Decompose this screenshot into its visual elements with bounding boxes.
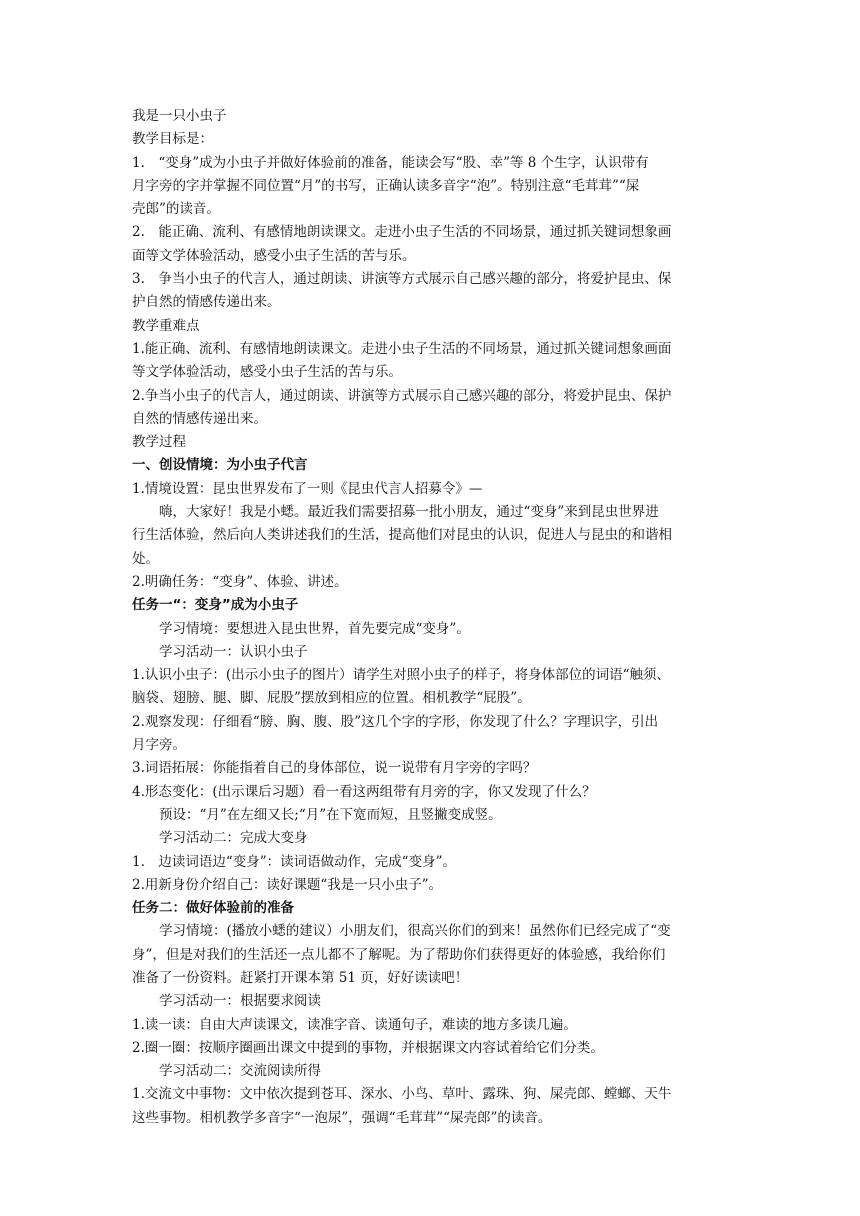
focus-line: 1.能正确、流利、有感情地朗读课文。走进小虫子生活的不同场景，通过抓关键词想象画面 [132,340,672,357]
document-title: 我是一只小虫子 [132,108,227,124]
goals-heading: 教学目标是： [132,131,213,148]
focus-line: 自然的情感传递出来。 [132,410,267,427]
task1-line: 预设：“月”在左细又长;“月”在下宽而短，且竖撇变成竖。 [159,806,502,823]
section1-line: 1.情境设置：昆虫世界发布了一则《昆虫代言人招募令》— [132,480,483,497]
goal-line: 壳郎”的读音。 [132,201,220,218]
task2-line: 学习情境：(播放小蟋的建议）小朋友们，很高兴你们的到来！虽然你们已经完成了“变 [159,923,671,940]
focus-line: 2.争当小虫子的代言人，通过朗读、讲演等方式展示自己感兴趣的部分，将爱护昆虫、保护 [132,387,672,404]
task2-line: 身”，但是对我们的生活还一点儿都不了解呢。为了帮助你们获得更好的体验感，我给你们 [132,946,666,963]
task2-activity1: 学习活动一：根据要求阅读 [159,993,321,1010]
section1-line: 2.明确任务：“变身”、体验、讲述。 [132,573,348,590]
focus-line: 等文学体验活动，感受小虫子生活的苦与乐。 [132,364,402,381]
task1-line: 4.形态变化：(出示课后习题）看一看这两组带有月旁的字，你又发现了什么？ [132,783,596,800]
focus-heading: 教学重难点 [132,317,200,334]
section1-line: 行生活体验，然后向人类讲述我们的生活，提高他们对昆虫的认识，促进人与昆虫的和谐相 [132,527,672,544]
task2-line: 1.读一读：自由大声读课文，读准字音、读通句子，难读的地方多读几遍。 [132,1016,577,1033]
task2-activity2: 学习活动二：交流阅读所得 [159,1063,321,1080]
task1-activity1: 学习活动一：认识小虫子 [159,643,308,660]
task1-heading: 任务一“：变身”成为小虫子 [132,597,299,614]
goal-line: 3. 争当小虫子的代言人，通过朗读、讲演等方式展示自己感兴趣的部分，将爱护昆虫、保 [132,271,672,288]
section1-line: 处。 [132,550,159,567]
task1-activity2: 学习活动二：完成大变身 [159,830,308,847]
task2-line: 2.圈一圈：按顺序圈画出课文中提到的事物，并根据课文内容试着给它们分类。 [132,1039,604,1056]
task1-situation: 学习情境：要想进入昆虫世界，首先要完成“变身”。 [159,620,470,637]
task1-line: 2.用新身份介绍自己：读好课题“我是一只小虫子”。 [132,876,443,893]
goal-line: 面等文学体验活动，感受小虫子生活的苦与乐。 [132,247,416,264]
task2-line: 1.交流文中事物：文中依次提到苍耳、深水、小鸟、草叶、露珠、狗、屎壳郎、螳螂、天牛 [132,1086,672,1103]
goal-line: 护自然的情感传递出来。 [132,294,281,311]
goal-line: 2. 能正确、流利、有感情地朗读课文。走进小虫子生活的不同场景，通过抓关键词想象画 [132,224,672,241]
task2-line: 这些事物。相机教学多音字“一泡尿”，强调“毛茸茸”“屎壳郎”的读音。 [132,1109,552,1126]
goal-line: 月字旁的字并掌握不同位置“月”的书写，正确认读多音字“泡”。特别注意“毛茸茸”“屎 [132,177,640,194]
task1-line: 2.观察发现：仔细看“膀、胸、腹、股”这几个字的字形，你发现了什么？字理识字，引出 [132,713,659,730]
document-body [132,105,744,1130]
task1-line: 月字旁。 [132,737,186,754]
process-heading: 教学过程 [132,434,186,451]
task2-line: 准备了一份资料。赶紧打开课本第 51 页，好好读读吧！ [132,969,469,986]
task1-line: 3.词语拓展：你能指着自己的身体部位，说一说带有月字旁的字吗？ [132,760,537,777]
task1-line: 1.认识小虫子：(出示小虫子的图片）请学生对照小虫子的样子，将身体部位的词语“触须、 [132,667,671,684]
section1-line: 嗨，大家好！我是小蟋。最近我们需要招募一批小朋友，通过“变身”来到昆虫世界进 [159,504,659,521]
task2-heading: 任务二：做好体验前的准备 [132,900,294,917]
task1-line: 脑袋、翅膀、腿、脚、屁股”摆放到相应的位置。相机教学“屁股”。 [132,690,531,707]
section1-heading: 一、创设情境：为小虫子代言 [132,457,308,474]
goal-line: 1. “变身”成为小虫子并做好体验前的准备，能读会写“股、幸”等 8 个生字，认识带有 [132,154,649,171]
task1-line: 1. 边读词语边“变身”：读词语做动作，完成“变身”。 [132,853,456,870]
